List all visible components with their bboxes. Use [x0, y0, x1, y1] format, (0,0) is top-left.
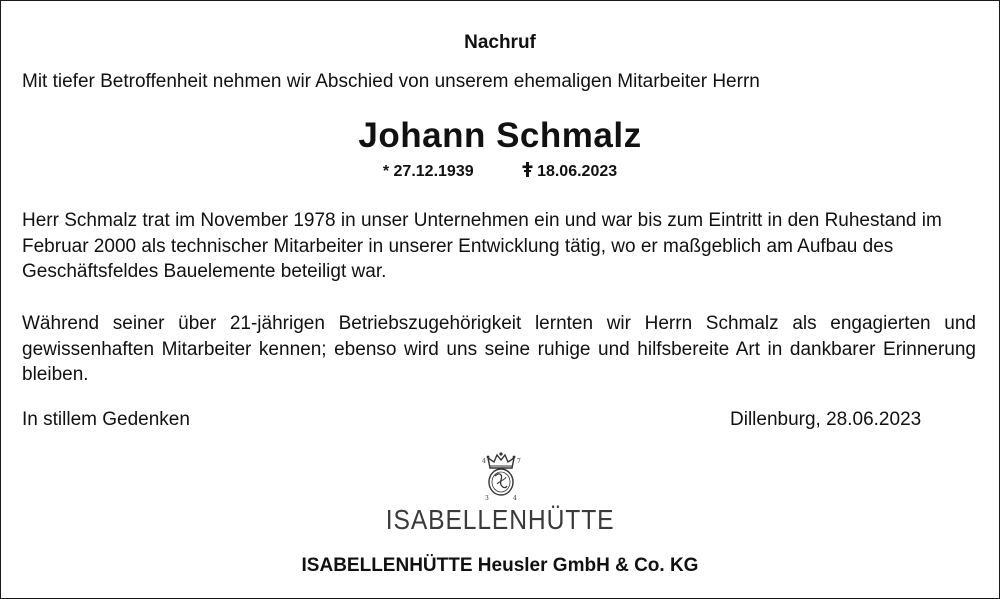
notice-heading: Nachruf — [464, 32, 536, 53]
paragraph-career: Herr Schmalz trat im November 1978 in unser Unternehmen ein und war bis zum Eintritt in den Ruhestand im Februar 2000 als technischer Mitarbeiter in unserer Entwicklung tätig, wo er maßgeblich am Aufbau des Geschäftsfeldes Bauelemente beteiligt war. — [22, 210, 942, 282]
svg-text:7: 7 — [517, 458, 521, 465]
place-date: Dillenburg, 28.06.2023 — [730, 409, 922, 430]
paragraph-remembrance: Während seiner über 21-jährigen Betriebszugehörigkeit lernten wir Herrn Schmalz als engagierten und gewissenhaften Mitarbeiter kennen; ebenso wird uns seine ruhige und hilfsbereite Art in dankbarer Erinnerung bleiben. — [22, 313, 976, 385]
deceased-name: Johann Schmalz — [358, 116, 642, 155]
cross-icon — [522, 162, 533, 177]
birth-date: * 27.12.1939 — [382, 163, 474, 180]
closing-phrase: In stillem Gedenken — [22, 409, 190, 430]
death-date: 18.06.2023 — [537, 163, 618, 180]
crown-crest-icon — [473, 450, 529, 504]
svg-text:4: 4 — [482, 458, 486, 465]
intro-line: Mit tiefer Betroffenheit nehmen wir Abschied von unserem ehemaligen Mitarbeiter Herrn — [22, 71, 760, 92]
company-logo-text: ISABELLENHÜTTE — [385, 504, 615, 535]
life-dates — [1, 162, 999, 181]
company-name: ISABELLENHÜTTE Heusler GmbH & Co. KG — [301, 555, 699, 576]
svg-text:4: 4 — [513, 495, 517, 502]
svg-text:3: 3 — [485, 495, 489, 502]
death-date-group — [522, 163, 617, 180]
